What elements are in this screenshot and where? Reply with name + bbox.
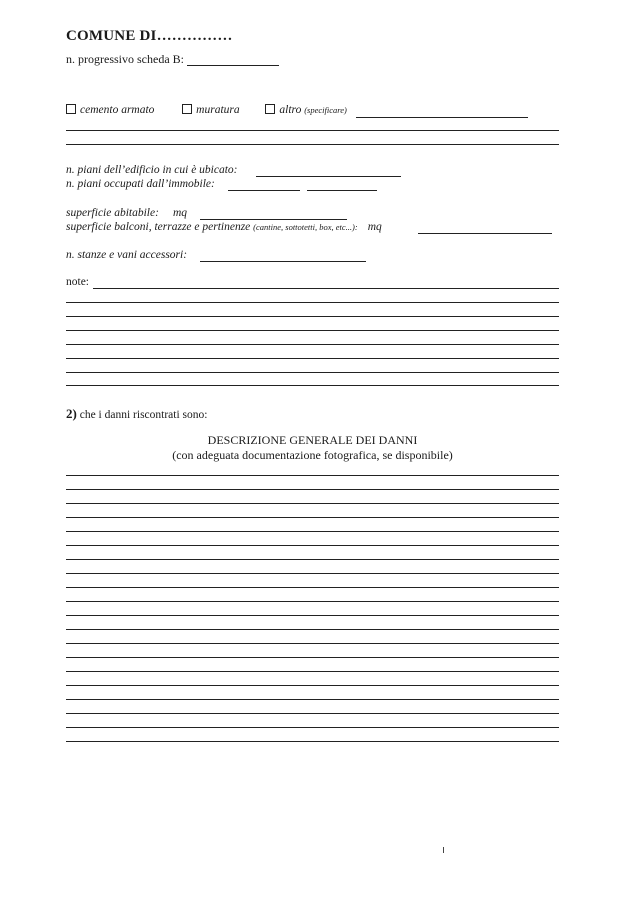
note-label: note: <box>66 276 89 288</box>
description-line[interactable] <box>66 713 559 714</box>
note-line[interactable] <box>66 302 559 303</box>
superficie-abitabile-field[interactable] <box>200 219 347 220</box>
note-line[interactable] <box>66 372 559 373</box>
scheda-number-field[interactable] <box>187 65 279 66</box>
description-line[interactable] <box>66 531 559 532</box>
description-line[interactable] <box>66 699 559 700</box>
structure-line[interactable] <box>66 130 559 131</box>
superficie-balconi-field[interactable] <box>418 233 552 234</box>
stanze-field[interactable] <box>200 261 366 262</box>
description-line[interactable] <box>66 727 559 728</box>
altro-note: (specificare) <box>304 105 347 115</box>
description-line[interactable] <box>66 671 559 672</box>
description-line[interactable] <box>66 573 559 574</box>
description-line[interactable] <box>66 643 559 644</box>
superficie-balconi-label: superficie balconi, terrazze e pertinenze (cantine, sottotetti, box, etc...): mq <box>66 221 382 233</box>
structure-options <box>66 104 347 116</box>
description-line[interactable] <box>66 559 559 560</box>
description-line[interactable] <box>66 545 559 546</box>
piani-edificio-field[interactable] <box>256 176 401 177</box>
section-2-heading: DESCRIZIONE GENERALE DEI DANNI <box>207 433 418 447</box>
description-line[interactable] <box>66 475 559 476</box>
note-line[interactable] <box>66 385 559 386</box>
note-line[interactable] <box>66 344 559 345</box>
checkbox-muratura[interactable]: muratura <box>182 104 239 116</box>
description-line[interactable] <box>66 601 559 602</box>
checkbox-cemento-armato[interactable]: cemento armato <box>66 104 154 116</box>
scheda-label: n. progressivo scheda B: <box>66 52 184 66</box>
page-title: COMUNE DI…………… <box>66 28 233 44</box>
description-line[interactable] <box>66 685 559 686</box>
piani-occupati-field-2[interactable] <box>307 190 377 191</box>
description-line[interactable] <box>66 741 559 742</box>
checkbox-altro[interactable]: altro <box>265 104 301 116</box>
description-line[interactable] <box>66 615 559 616</box>
note-line[interactable] <box>93 288 559 289</box>
description-line[interactable] <box>66 489 559 490</box>
piani-occupati-label: n. piani occupati dall’immobile: <box>66 178 215 190</box>
structure-line[interactable] <box>66 144 559 145</box>
piani-occupati-field-1[interactable] <box>228 190 300 191</box>
page-mark <box>443 847 444 853</box>
section-2-intro: 2) che i danni riscontrati sono: <box>66 406 208 421</box>
altro-field[interactable] <box>356 117 528 118</box>
section-2-subheading: (con adeguata documentazione fotografica, se disponibile) <box>172 448 453 462</box>
description-line[interactable] <box>66 517 559 518</box>
stanze-label: n. stanze e vani accessori: <box>66 249 188 261</box>
description-line[interactable] <box>66 503 559 504</box>
superficie-abitabile-label: superficie abitabile: mq <box>66 207 188 219</box>
note-line[interactable] <box>66 358 559 359</box>
description-line[interactable] <box>66 657 559 658</box>
note-line[interactable] <box>66 316 559 317</box>
piani-edificio-label: n. piani dell’edificio in cui è ubicato: <box>66 164 238 176</box>
note-line[interactable] <box>66 330 559 331</box>
description-line[interactable] <box>66 629 559 630</box>
description-line[interactable] <box>66 587 559 588</box>
